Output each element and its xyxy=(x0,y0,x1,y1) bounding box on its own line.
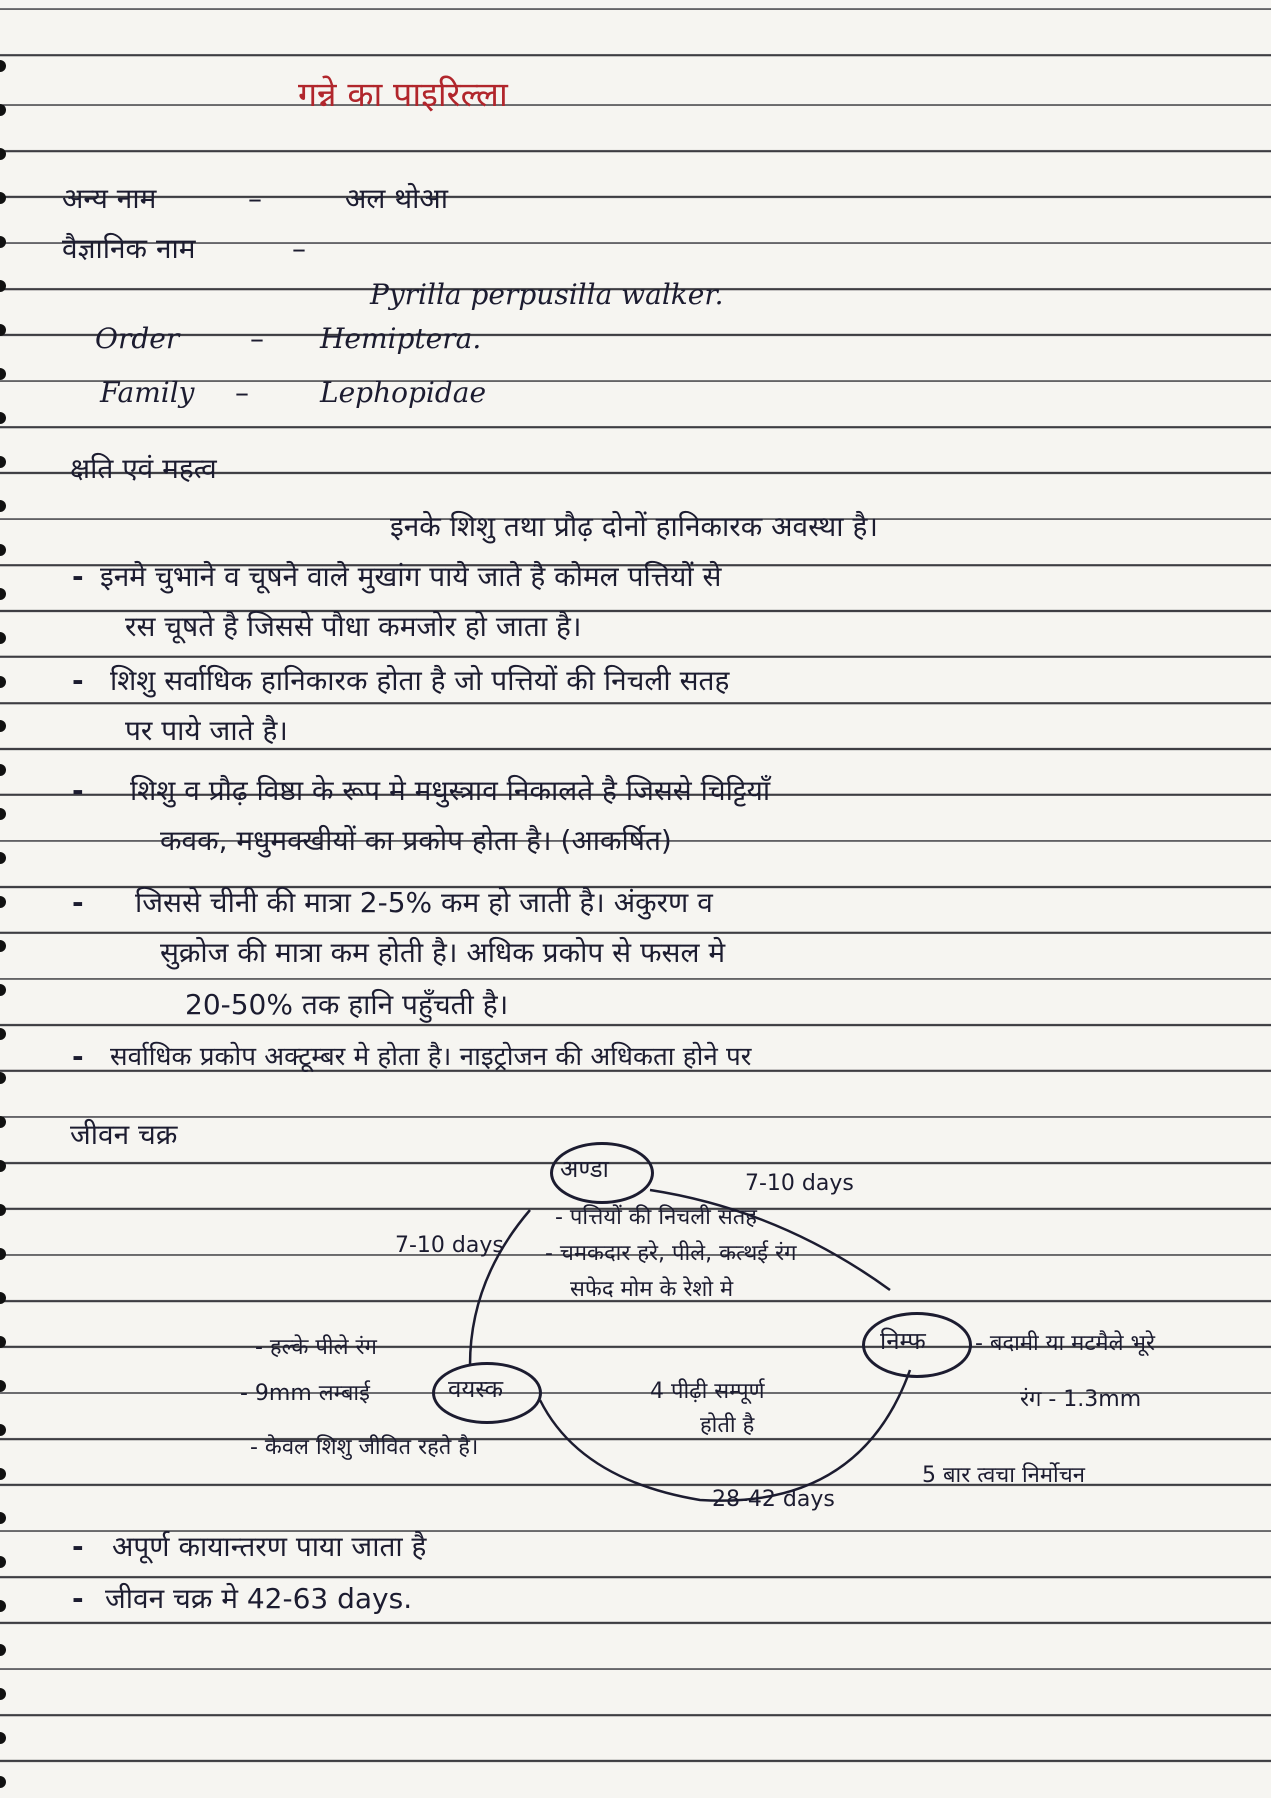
binding-hole xyxy=(0,1468,6,1480)
binding-hole xyxy=(0,236,6,248)
page-title: गन्ने का पाइरिल्ला xyxy=(298,75,508,115)
bullet: - xyxy=(72,560,84,593)
summary-line-1: अपूर्ण कायान्तरण पाया जाता है xyxy=(112,1530,427,1563)
sci-name-label: वैज्ञानिक नाम xyxy=(62,232,196,265)
nymph-label: निम्फ xyxy=(880,1327,926,1355)
nymph-to-adult-duration: 28-42 days xyxy=(712,1487,835,1512)
binding-hole xyxy=(0,1556,6,1568)
binding-hole xyxy=(0,1336,6,1348)
binding-hole xyxy=(0,368,6,380)
bullet: - xyxy=(72,664,84,697)
binding-hole xyxy=(0,1160,6,1172)
binding-hole xyxy=(0,500,6,512)
egg-to-nymph-duration: 7-10 days xyxy=(745,1171,854,1196)
damage-line-10: सर्वाधिक प्रकोप अक्टूम्बर मे होता है। नाइट्रोजन की अधिकता होने पर xyxy=(110,1042,752,1072)
other-name-value: अल थोआ xyxy=(345,182,449,215)
dash-1: – xyxy=(248,182,262,215)
bullet: - xyxy=(72,886,84,919)
binding-hole xyxy=(0,1204,6,1216)
binding-hole xyxy=(0,412,6,424)
egg-note-1: - पत्तियों की निचली सतह xyxy=(555,1205,757,1230)
damage-line-2: रस चूषते है जिससे पौधा कमजोर हो जाता है। xyxy=(125,610,582,643)
sci-name-value: Pyrilla perpusilla walker. xyxy=(370,278,724,311)
binding-hole xyxy=(0,60,6,72)
binding-hole xyxy=(0,1688,6,1700)
binding-hole xyxy=(0,324,6,336)
binding-hole xyxy=(0,764,6,776)
dash-4: – xyxy=(235,376,249,409)
damage-line-7: जिससे चीनी की मात्रा 2-5% कम हो जाती है। अंकुरण व xyxy=(135,886,713,919)
nymph-molt: 5 बार त्वचा निर्मोचन xyxy=(922,1463,1085,1488)
spiral-binding xyxy=(0,0,12,1798)
adult-label: वयस्क xyxy=(448,1375,504,1403)
damage-line-3: शिशु सर्वाधिक हानिकारक होता है जो पत्तियों की निचली सतह xyxy=(110,664,730,697)
adult-to-egg-duration: 7-10 days xyxy=(395,1233,504,1258)
binding-hole xyxy=(0,588,6,600)
damage-line-4: पर पाये जाते है। xyxy=(125,714,288,747)
binding-hole xyxy=(0,1248,6,1260)
binding-hole xyxy=(0,1732,6,1744)
binding-hole xyxy=(0,1644,6,1656)
binding-hole xyxy=(0,192,6,204)
damage-line-1: इनमे चुभाने व चूषने वाले मुखांग पाये जाते है कोमल पत्तियों से xyxy=(100,560,722,593)
nymph-note-1: - बदामी या मटमैले भूरे xyxy=(975,1331,1155,1356)
damage-line-6: कवक, मधुमक्खीयों का प्रकोप होता है। (आकर्षित) xyxy=(160,824,672,857)
binding-hole xyxy=(0,280,6,292)
damage-intro: इनके शिशु तथा प्रौढ़ दोनों हानिकारक अवस्था है। xyxy=(390,510,878,543)
binding-hole xyxy=(0,896,6,908)
binding-hole xyxy=(0,1424,6,1436)
binding-hole xyxy=(0,720,6,732)
egg-note-2: - चमकदार हरे, पीले, कत्थई रंग xyxy=(545,1241,797,1266)
adult-note-3: - केवल शिशु जीवित रहते है। xyxy=(250,1435,479,1460)
binding-hole xyxy=(0,104,6,116)
binding-hole xyxy=(0,808,6,820)
family-value: Lephopidae xyxy=(320,376,487,409)
binding-hole xyxy=(0,1072,6,1084)
egg-note-3: सफेद मोम के रेशो मे xyxy=(570,1277,734,1302)
order-label: Order xyxy=(95,322,180,355)
adult-note-1: - हल्के पीले रंग xyxy=(255,1335,377,1360)
generations-line-1: 4 पीढ़ी सम्पूर्ण xyxy=(650,1379,765,1404)
binding-hole xyxy=(0,1512,6,1524)
order-value: Hemiptera. xyxy=(320,322,482,355)
dash-2: – xyxy=(292,232,306,265)
dash-3: – xyxy=(250,322,264,355)
binding-hole xyxy=(0,676,6,688)
generations-line-2: होती है xyxy=(700,1413,755,1438)
binding-hole xyxy=(0,1776,6,1788)
binding-hole xyxy=(0,940,6,952)
binding-hole xyxy=(0,984,6,996)
nymph-note-2: रंग - 1.3mm xyxy=(1020,1387,1142,1412)
binding-hole xyxy=(0,456,6,468)
lifecycle-heading: जीवन चक्र xyxy=(70,1118,178,1151)
egg-label: अण्डा xyxy=(560,1155,609,1183)
binding-hole xyxy=(0,148,6,160)
summary-line-2: जीवन चक्र मे 42-63 days. xyxy=(105,1582,413,1615)
damage-line-9: 20-50% तक हानि पहुँचती है। xyxy=(185,988,509,1021)
binding-hole xyxy=(0,1116,6,1128)
binding-hole xyxy=(0,1028,6,1040)
family-label: Family xyxy=(100,376,195,409)
bullet: - xyxy=(72,774,84,807)
adult-note-2: - 9mm लम्बाई xyxy=(240,1381,370,1406)
damage-heading: क्षति एवं महत्व xyxy=(70,452,217,485)
binding-hole xyxy=(0,632,6,644)
bullet: - xyxy=(72,1582,84,1615)
bullet: - xyxy=(72,1040,84,1073)
other-name-label: अन्य नाम xyxy=(62,182,157,215)
binding-hole xyxy=(0,852,6,864)
binding-hole xyxy=(0,544,6,556)
damage-line-5: शिशु व प्रौढ़ विष्ठा के रूप मे मधुस्त्राव निकालते है जिससे चिट्टियाँ xyxy=(130,774,771,807)
binding-hole xyxy=(0,1292,6,1304)
binding-hole xyxy=(0,1380,6,1392)
binding-hole xyxy=(0,1600,6,1612)
damage-line-8: सुक्रोज की मात्रा कम होती है। अधिक प्रकोप से फसल मे xyxy=(160,936,726,969)
bullet: - xyxy=(72,1530,84,1563)
